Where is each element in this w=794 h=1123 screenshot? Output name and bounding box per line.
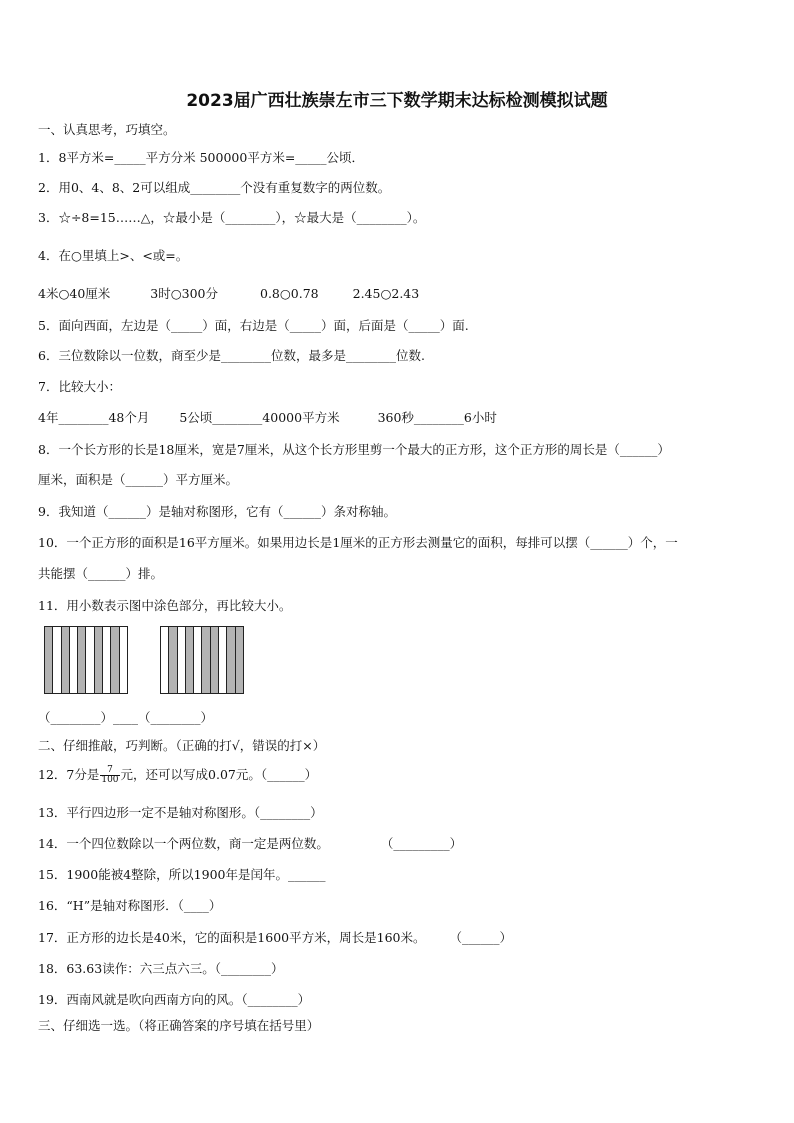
compare-item: 0.8○0.78 (260, 286, 319, 301)
question-4-items (38, 288, 419, 301)
question-18: 18．63.63读作：六三点六三。（________） (38, 961, 284, 976)
question-12-prefix: 12．7分是 (38, 767, 100, 782)
compare-item: 4米○40厘米 (38, 286, 111, 301)
question-9: 9．我知道（______）是轴对称图形，它有（______）条对称轴。 (38, 504, 396, 519)
blank-strip (86, 627, 94, 693)
fraction-numerator: 7 (100, 766, 119, 776)
question-7: 7．比较大小： (38, 379, 121, 394)
question-10-cont: 共能摆（______）排。 (38, 566, 164, 581)
shaded-strip (62, 627, 70, 693)
question-12 (38, 766, 317, 785)
compare-item: 5公顷________40000平方米 (179, 410, 340, 425)
question-17-blank: （______） (449, 930, 512, 945)
question-14-text: 14．一个四位数除以一个两位数，商一定是两位数。 (38, 836, 329, 851)
question-4: 4．在○里填上>、<或=。 (38, 248, 189, 263)
question-1: 1．8平方米=_____平方分米 500000平方米=_____公顷． (38, 150, 365, 165)
striped-figure-right (160, 626, 244, 694)
question-17 (38, 932, 512, 945)
blank-strip (70, 627, 78, 693)
shaded-strip (45, 627, 53, 693)
shaded-strip (95, 627, 103, 693)
question-19: 19．西南风就是吹向西南方向的风。（________） (38, 992, 311, 1007)
blank-strip (103, 627, 111, 693)
question-13: 13．平行四边形一定不是轴对称图形。（________） (38, 805, 323, 820)
blank-strip (194, 627, 202, 693)
blank-strip (120, 627, 127, 693)
blank-strip (161, 627, 169, 693)
question-7-items (38, 412, 497, 425)
shaded-strip (227, 627, 235, 693)
question-5: 5．面向西面，左边是（_____）面，右边是（_____）面，后面是（_____）面. (38, 318, 469, 333)
shaded-strip (202, 627, 210, 693)
section-2-heading: 二、仔细推敲，巧判断。（正确的打√，错误的打×） (38, 738, 326, 753)
blank-strip (219, 627, 227, 693)
question-17-text: 17．正方形的边长是40米，它的面积是1600平方米，周长是160米。 (38, 930, 426, 945)
shaded-strip (186, 627, 194, 693)
shaded-strip (111, 627, 119, 693)
question-3: 3．☆÷8=15……△，☆最小是（________），☆最大是（________）。 (38, 210, 426, 225)
shaded-strip (236, 627, 243, 693)
blank-strip (178, 627, 186, 693)
question-8: 8．一个长方形的长是18厘米，宽是7厘米，从这个长方形里剪一个最大的正方形，这个正方形的周长是（______） (38, 442, 670, 457)
shaded-strip (78, 627, 86, 693)
question-11-answer: （________）____（________） (38, 710, 214, 725)
question-6: 6．三位数除以一位数，商至少是________位数，最多是________位数. (38, 348, 425, 363)
question-11: 11．用小数表示图中涂色部分，再比较大小。 (38, 598, 292, 613)
question-10: 10．一个正方形的面积是16平方厘米。如果用边长是1厘米的正方形去测量它的面积，每排可以摆（______）个，一 (38, 535, 678, 550)
fraction-denominator: 100 (101, 775, 119, 785)
fraction (100, 766, 119, 785)
question-8-cont: 厘米，面积是（______）平方厘米。 (38, 472, 239, 487)
compare-item: 3时○300分 (150, 286, 218, 301)
question-14-blank: （_________） (380, 836, 463, 851)
question-15: 15．1900能被4整除，所以1900年是闰年。______ (38, 867, 326, 882)
shaded-strip (211, 627, 219, 693)
question-14 (38, 838, 462, 851)
question-16: 16．“H”是轴对称图形．（____） (38, 898, 222, 913)
shaded-strip (169, 627, 177, 693)
question-12-suffix: 元，还可以写成0.07元。（______） (120, 767, 318, 782)
compare-item: 2.45○2.43 (352, 286, 420, 301)
question-2: 2．用0、4、8、2可以组成________个没有重复数字的两位数。 (38, 180, 391, 195)
compare-item: 360秒________6小时 (377, 410, 497, 425)
section-1-heading: 一、认真思考，巧填空。 (38, 122, 176, 137)
section-3-heading: 三、仔细选一选。（将正确答案的序号填在括号里） (38, 1018, 320, 1033)
page-title: 2023届广西壮族崇左市三下数学期末达标检测模拟试题 (186, 91, 608, 111)
blank-strip (53, 627, 61, 693)
striped-figure-left (44, 626, 128, 694)
compare-item: 4年________48个月 (38, 410, 150, 425)
